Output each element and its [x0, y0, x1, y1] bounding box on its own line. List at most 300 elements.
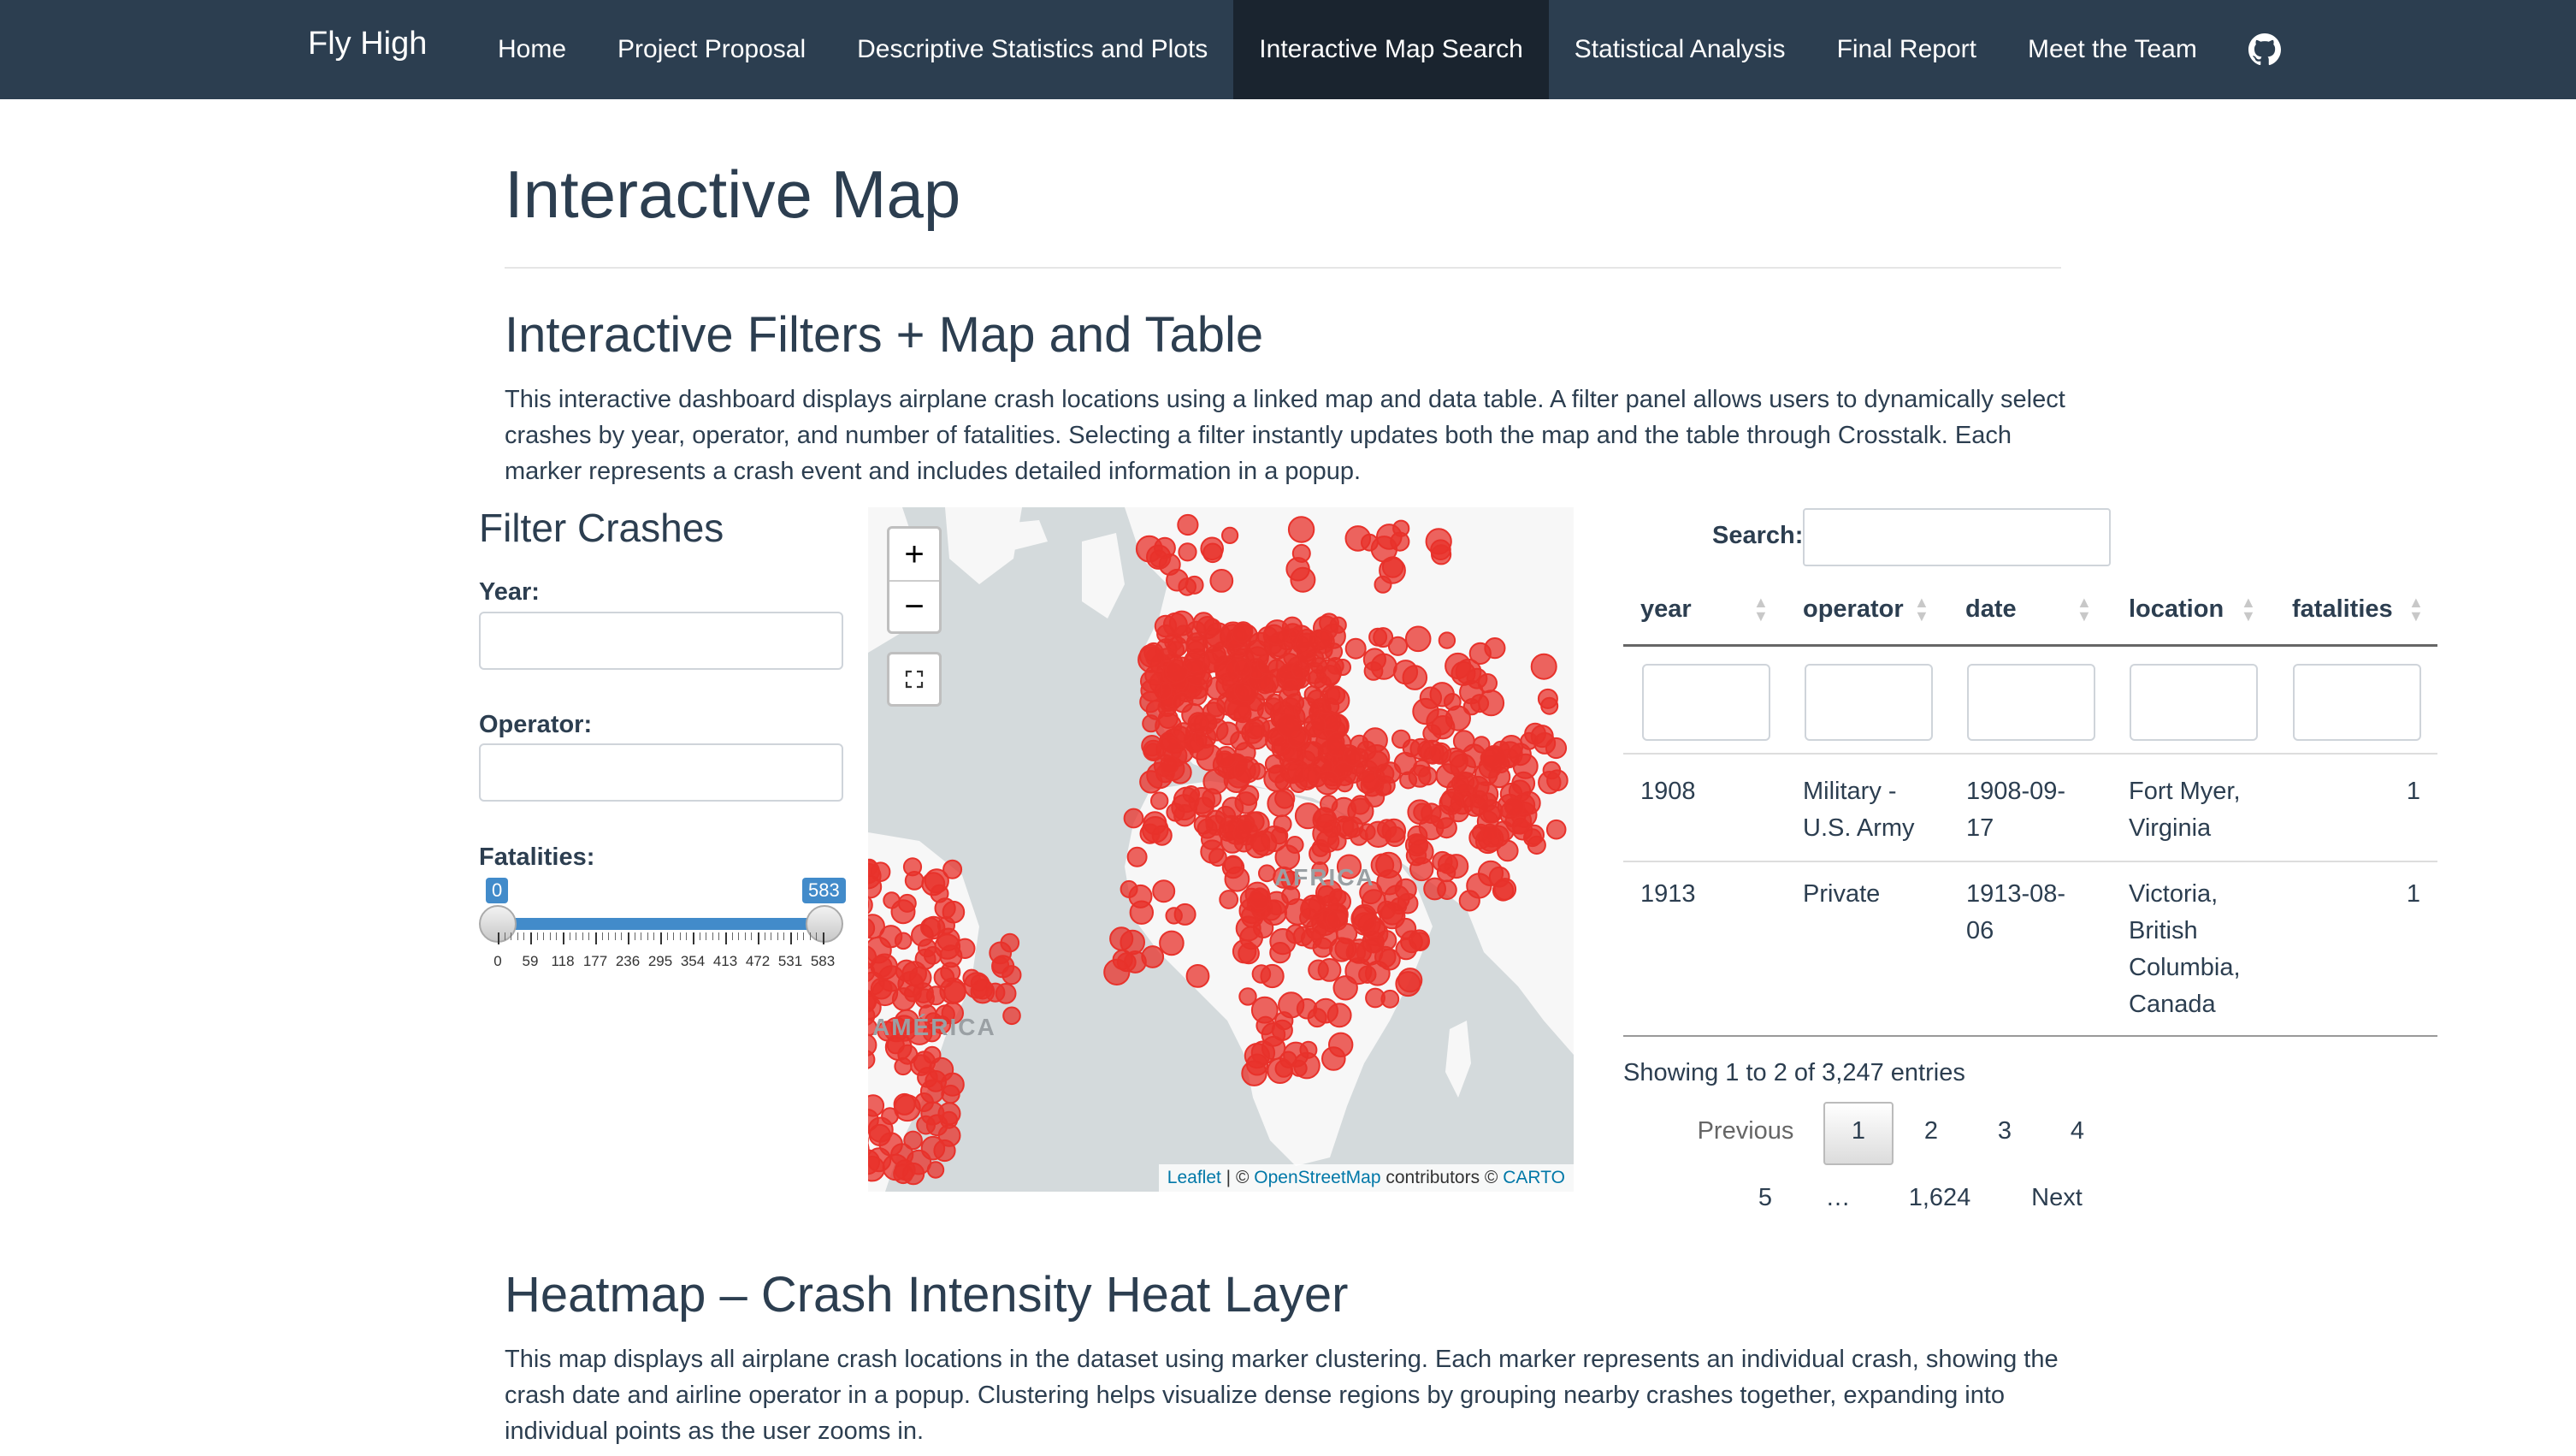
sort-icon[interactable]: ▲ ▼ [2077, 594, 2092, 624]
crash-marker[interactable] [1490, 867, 1510, 887]
crash-marker[interactable] [1178, 515, 1197, 535]
crash-marker[interactable] [1329, 1033, 1352, 1056]
cell-location-line: British [2129, 917, 2198, 944]
zoom-in-button[interactable]: + [904, 535, 925, 573]
crash-marker[interactable] [1432, 545, 1450, 564]
cell-location-line: Virginia [2129, 814, 2212, 842]
openstreetmap-link[interactable]: OpenStreetMap [1254, 1168, 1381, 1187]
crash-marker[interactable] [1252, 1041, 1274, 1063]
crash-marker[interactable] [1363, 728, 1387, 752]
crash-marker[interactable] [1153, 880, 1174, 902]
crash-marker[interactable] [1334, 817, 1354, 837]
crash-marker[interactable] [1236, 792, 1257, 814]
crash-marker[interactable] [1455, 772, 1474, 791]
map-attribution [1159, 1164, 1574, 1192]
slider-max-badge: 583 [802, 878, 846, 903]
crash-marker[interactable] [1410, 858, 1433, 880]
attribution-contributors: contributors © [1380, 1168, 1504, 1187]
cell-operator: Private [1803, 880, 1881, 908]
slider-min-badge: 0 [486, 878, 508, 903]
slider-tick [530, 932, 532, 944]
column-header-year[interactable]: year [1640, 595, 1692, 623]
carto-link[interactable]: CARTO [1503, 1168, 1565, 1187]
slider-tick-label: 583 [810, 953, 836, 969]
crash-marker[interactable] [1253, 965, 1271, 983]
crash-marker[interactable] [1430, 743, 1450, 764]
crash-marker[interactable] [1141, 680, 1162, 701]
crash-marker[interactable] [1267, 790, 1293, 816]
crash-marker[interactable] [1161, 756, 1179, 774]
slider-tick [810, 932, 811, 940]
slider-tick [628, 932, 629, 944]
year-filter-label: Year: [479, 578, 540, 606]
crash-marker[interactable] [1210, 570, 1232, 592]
crash-marker[interactable] [1259, 865, 1275, 881]
crash-marker[interactable] [1335, 660, 1350, 675]
crash-marker[interactable] [1372, 536, 1397, 561]
crash-marker[interactable] [1346, 526, 1371, 551]
section-description-heatmap: This map displays all airplane crash locations in the dataset using marker clustering. Each marker represents an individual crash, showing the crash date and airline operator in a popup. Clustering helps visualize dense regions by grouping nearby crashes together, expanding into individual points as the user zooms in. [505, 1346, 2059, 1445]
slider-tick [517, 932, 518, 940]
section-title-heatmap: Heatmap – Crash Intensity Heat Layer [505, 1267, 1349, 1323]
crash-marker[interactable] [1141, 825, 1160, 843]
map-label-africa: AFRICA [1274, 864, 1375, 891]
crash-marker[interactable] [1237, 916, 1261, 940]
cell-date [1966, 773, 2065, 847]
slider-tick [738, 932, 739, 940]
date-column-filter[interactable] [1967, 664, 2095, 741]
pagination-page[interactable]: 1 [1851, 1117, 1866, 1145]
crash-marker[interactable] [1239, 988, 1256, 1004]
crash-marker[interactable] [941, 1112, 957, 1128]
slider-tick [790, 932, 792, 944]
crash-marker[interactable] [1505, 798, 1524, 817]
crash-marker[interactable] [1366, 989, 1385, 1008]
crash-marker[interactable] [1354, 913, 1375, 934]
cell-date-line: 1908-09- [1966, 778, 2066, 805]
section-description-filters: This interactive dashboard displays airplane crash locations using a linked map and data table. A filter panel allows users to dynamically select crashes by year, operator, and number of fatalities. Selecting a filter instantly updates both the map and the table through Crosstalk. Each marker represents a crash event and includes detailed information in a popup. [505, 386, 2065, 485]
crash-marker[interactable] [1257, 654, 1277, 674]
cell-year: 1908 [1640, 778, 1696, 805]
fullscreen-button[interactable] [887, 652, 942, 707]
slider-tick [653, 932, 654, 940]
crash-marker[interactable] [1140, 771, 1161, 792]
slider-tick [693, 932, 694, 944]
slider-tick [732, 932, 733, 940]
crash-marker[interactable] [1316, 771, 1339, 794]
crash-marker[interactable] [1125, 951, 1146, 973]
brand-link[interactable]: Fly High [308, 26, 428, 62]
slider-tick [595, 932, 597, 944]
crash-marker[interactable] [1297, 999, 1317, 1019]
crash-marker[interactable] [1375, 577, 1391, 593]
crash-marker[interactable] [1231, 731, 1249, 749]
crash-marker[interactable] [1547, 820, 1566, 839]
crash-marker[interactable] [906, 872, 924, 890]
crash-marker[interactable] [871, 979, 892, 999]
crash-marker[interactable] [1295, 698, 1320, 723]
crash-marker[interactable] [1289, 517, 1314, 542]
crash-marker[interactable] [1256, 1017, 1274, 1035]
crash-marker[interactable] [1234, 820, 1258, 844]
slider-tick [680, 932, 681, 940]
zoom-out-button[interactable]: − [889, 580, 939, 631]
crash-marker[interactable] [1391, 898, 1406, 914]
crash-marker[interactable] [1216, 747, 1236, 766]
crash-marker[interactable] [1525, 826, 1544, 844]
crash-marker[interactable] [1498, 841, 1518, 861]
crash-marker[interactable] [1512, 772, 1534, 795]
slider-tick [563, 932, 564, 944]
column-header-location[interactable]: location [2129, 595, 2224, 623]
nav-menu [472, 0, 2307, 99]
crash-marker[interactable] [1393, 521, 1409, 536]
nav-item-statistical-analysis[interactable]: Statistical Analysis [1574, 35, 1786, 63]
crash-marker[interactable] [871, 956, 891, 977]
crash-marker[interactable] [1233, 625, 1250, 642]
crash-marker[interactable] [1378, 820, 1397, 838]
row-divider [1623, 861, 2437, 862]
crash-marker[interactable] [1151, 792, 1167, 808]
slider-tick [745, 932, 746, 940]
crash-marker[interactable] [1160, 932, 1184, 956]
crash-marker[interactable] [1482, 825, 1498, 841]
slider-tick [602, 932, 603, 940]
crash-marker[interactable] [1187, 636, 1208, 657]
crash-marker[interactable] [883, 892, 899, 908]
crash-marker[interactable] [1222, 528, 1238, 543]
crash-marker[interactable] [1179, 543, 1196, 560]
crash-marker[interactable] [931, 885, 948, 903]
section-title-filters: Interactive Filters + Map and Table [505, 307, 1264, 363]
nav-item-project-proposal[interactable]: Project Proposal [617, 35, 806, 63]
crash-marker[interactable] [1282, 679, 1299, 696]
crash-marker[interactable] [1167, 908, 1182, 923]
crash-marker[interactable] [1003, 1008, 1020, 1025]
crash-marker[interactable] [1369, 629, 1386, 646]
map-label-south-america: AMÉRICA [872, 1014, 996, 1040]
crash-marker[interactable] [1299, 652, 1315, 668]
crash-marker[interactable] [1207, 815, 1226, 834]
year-column-filter[interactable] [1642, 664, 1770, 741]
crash-marker[interactable] [1286, 925, 1304, 943]
slider-tick-label: 118 [551, 953, 575, 969]
slider-tick-label: 177 [582, 953, 608, 969]
pagination-next[interactable]: Next [2031, 1184, 2083, 1211]
fatalities-filter-label: Fatalities: [479, 843, 595, 871]
crash-marker[interactable] [1313, 840, 1329, 856]
slider-tick [803, 932, 804, 940]
cell-location [2129, 876, 2241, 1023]
slider-tick [608, 932, 609, 940]
crash-marker[interactable] [1410, 739, 1431, 760]
pagination-last-page[interactable]: 1,624 [1908, 1184, 1971, 1211]
nav-item-meet-the-team[interactable]: Meet the Team [2027, 35, 2197, 63]
table-info: Showing 1 to 2 of 3,247 entries [1623, 1059, 1965, 1086]
table-bottom-border [1623, 1035, 2437, 1037]
crash-marker[interactable] [1482, 747, 1507, 772]
slider-tick [758, 932, 759, 944]
crash-marker[interactable] [1359, 967, 1375, 983]
slider-tick [667, 932, 668, 940]
crash-marker[interactable] [1394, 660, 1417, 684]
crash-marker[interactable] [1165, 633, 1182, 650]
cell-date-line: 1913-08- [1966, 880, 2066, 908]
crash-marker[interactable] [916, 989, 934, 1007]
crash-marker[interactable] [1146, 648, 1164, 666]
sort-icon[interactable]: ▲ ▼ [2408, 594, 2424, 624]
crash-marker[interactable] [1438, 880, 1456, 899]
slider-tick [751, 932, 752, 940]
crash-marker[interactable] [1377, 870, 1401, 894]
slider-tick-label: 295 [647, 953, 673, 969]
cell-location-line: Fort Myer, [2129, 778, 2241, 805]
crash-marker[interactable] [1389, 637, 1407, 655]
crash-marker[interactable] [1187, 965, 1209, 987]
sort-icon[interactable]: ▲ ▼ [2241, 594, 2256, 624]
slider-tick [615, 932, 616, 940]
crash-marker[interactable] [911, 1055, 931, 1075]
slider-tick-label: 531 [777, 953, 803, 969]
pagination-page[interactable]: 3 [1997, 1117, 2012, 1145]
crash-marker[interactable] [1121, 881, 1137, 897]
crash-marker[interactable] [1294, 1053, 1320, 1079]
column-header-fatalities[interactable]: fatalities [2292, 595, 2393, 623]
slider-tick [823, 932, 824, 944]
crash-marker[interactable] [1267, 1058, 1292, 1083]
pagination-page[interactable]: 2 [1923, 1117, 1939, 1145]
slider-tick [816, 932, 817, 940]
crash-marker[interactable] [869, 1118, 893, 1142]
slider-tick [621, 932, 622, 940]
title-divider [505, 267, 2061, 269]
slider-tick [783, 932, 784, 940]
crash-marker[interactable] [891, 1144, 913, 1165]
slider-tick [718, 932, 719, 940]
crash-marker[interactable] [1207, 645, 1226, 664]
slider-tick [543, 932, 544, 940]
crash-marker[interactable] [1238, 944, 1259, 964]
slider-tick [523, 932, 524, 940]
crash-marker[interactable] [1125, 809, 1143, 828]
crash-marker[interactable] [899, 895, 916, 912]
cell-operator-line: U.S. Army [1803, 814, 1915, 842]
location-column-filter[interactable] [2130, 664, 2258, 741]
slider-tick [556, 932, 557, 940]
map-basemap [868, 507, 1574, 1192]
crash-marker[interactable] [1128, 848, 1147, 867]
crash-marker[interactable] [1201, 538, 1223, 560]
cell-operator-line: Military - [1803, 778, 1897, 805]
cell-date [1966, 876, 2065, 950]
crash-marker[interactable] [1234, 660, 1250, 677]
crash-marker[interactable] [1291, 568, 1315, 592]
crash-marker[interactable] [1454, 731, 1474, 751]
crash-marker[interactable] [1432, 716, 1454, 738]
slider-tick-label: 236 [615, 953, 641, 969]
crash-marker[interactable] [1392, 731, 1409, 748]
crash-marker[interactable] [1275, 1012, 1292, 1029]
sort-icon[interactable]: ▲ ▼ [1914, 594, 1929, 624]
slider-tick [686, 932, 687, 940]
crash-marker[interactable] [1532, 654, 1557, 679]
pagination-previous[interactable]: Previous [1697, 1117, 1794, 1145]
crash-marker[interactable] [1234, 757, 1260, 783]
cell-year: 1913 [1640, 880, 1696, 908]
crash-marker[interactable] [1309, 961, 1328, 980]
search-label: Search: [1712, 522, 1804, 549]
crash-marker[interactable] [1440, 792, 1462, 814]
slider-max-handle[interactable] [806, 905, 843, 943]
slider-tick-label: 59 [522, 953, 539, 969]
slider-tick [777, 932, 778, 940]
crash-marker[interactable] [1270, 943, 1290, 962]
crash-marker[interactable] [1001, 934, 1019, 952]
pagination-page[interactable]: 5 [1758, 1184, 1773, 1211]
crash-marker[interactable] [996, 984, 1016, 1003]
column-header-operator[interactable]: operator [1803, 595, 1904, 623]
crash-marker[interactable] [1346, 639, 1366, 659]
crash-marker[interactable] [915, 1093, 933, 1111]
github-icon[interactable] [2223, 0, 2307, 99]
fullscreen-icon [904, 669, 925, 690]
fatalities-slider-track[interactable] [496, 918, 824, 930]
crash-marker[interactable] [1344, 748, 1361, 765]
column-header-date[interactable]: date [1965, 595, 2017, 623]
crash-marker[interactable] [1145, 743, 1161, 759]
slider-tick-label: 0 [493, 953, 502, 969]
crash-marker[interactable] [1411, 932, 1429, 950]
crash-marker[interactable] [944, 981, 966, 1003]
sort-icon[interactable]: ▲ ▼ [1753, 594, 1769, 624]
slider-tick [498, 932, 499, 944]
operator-filter-label: Operator: [479, 711, 593, 738]
cell-fatalities: 1 [2406, 880, 2420, 908]
year-filter-input[interactable] [479, 612, 843, 670]
crash-marker[interactable] [1541, 698, 1557, 714]
crash-marker[interactable] [868, 860, 877, 875]
table-search-input[interactable] [1803, 508, 2111, 566]
crash-marker[interactable] [895, 1094, 915, 1115]
table-header [1623, 582, 2437, 647]
crash-marker[interactable] [1220, 891, 1238, 909]
crash-marker[interactable] [1274, 815, 1291, 832]
slider-tick-label: 472 [745, 953, 771, 969]
crash-marker[interactable] [1329, 891, 1350, 912]
slider-tick [673, 932, 674, 940]
crash-marker[interactable] [1521, 733, 1537, 749]
crash-marker[interactable] [1208, 699, 1226, 717]
crash-marker[interactable] [1406, 627, 1431, 652]
crash-marker[interactable] [1223, 857, 1244, 878]
crash-marker[interactable] [1414, 761, 1430, 777]
cell-fatalities: 1 [2406, 778, 2420, 805]
pagination-page[interactable]: 4 [2070, 1117, 2085, 1145]
crash-marker[interactable] [880, 926, 901, 947]
crash-marker[interactable] [1445, 654, 1470, 678]
crash-marker[interactable] [893, 988, 915, 1010]
nav-item-home[interactable]: Home [498, 35, 567, 63]
cell-location-line: Victoria, [2129, 880, 2219, 908]
crash-marker[interactable] [1265, 698, 1282, 715]
crash-marker[interactable] [1445, 855, 1468, 878]
cell-location [2129, 773, 2241, 847]
top-navbar [0, 0, 2576, 99]
crash-marker[interactable] [1468, 669, 1487, 689]
page-title: Interactive Map [505, 157, 961, 232]
crash-marker[interactable] [1460, 891, 1480, 910]
crash-marker[interactable] [1375, 765, 1394, 784]
slider-tick [647, 932, 648, 940]
crash-marker[interactable] [1173, 692, 1192, 712]
zoom-control [887, 526, 942, 634]
filter-panel-title: Filter Crashes [479, 506, 724, 550]
slider-tick [797, 932, 798, 940]
fatalities-column-filter[interactable] [2293, 664, 2421, 741]
crash-marker[interactable] [1485, 638, 1504, 658]
crash-marker[interactable] [1137, 536, 1162, 562]
crash-marker[interactable] [1265, 620, 1290, 645]
crash-marker[interactable] [1471, 695, 1488, 712]
slider-tick [712, 932, 713, 940]
cell-date-line: 17 [1966, 814, 1994, 842]
crash-marker[interactable] [1421, 688, 1441, 708]
nav-item-final-report[interactable]: Final Report [1836, 35, 1976, 63]
operator-column-filter[interactable] [1805, 664, 1933, 741]
nav-item-interactive-map-search[interactable]: Interactive Map Search [1233, 0, 1548, 99]
cell-location-line: Canada [2129, 991, 2216, 1018]
slider-tick-label: 413 [712, 953, 738, 969]
cell-location-line: Columbia, [2129, 954, 2241, 981]
crash-marker[interactable] [1398, 968, 1421, 991]
slider-tick [660, 932, 662, 944]
crash-marker[interactable] [1207, 678, 1229, 700]
slider-tick [725, 932, 727, 944]
crash-marker[interactable] [1269, 766, 1286, 783]
crash-marker[interactable] [1315, 676, 1331, 692]
crash-map[interactable] [868, 507, 1574, 1192]
crash-marker[interactable] [1186, 577, 1203, 594]
nav-item-descriptive-statistics[interactable]: Descriptive Statistics and Plots [857, 35, 1208, 63]
crash-marker[interactable] [963, 970, 979, 986]
crash-marker[interactable] [938, 917, 954, 933]
crash-marker[interactable] [1174, 805, 1195, 826]
slider-tick-label: 354 [680, 953, 706, 969]
crash-marker[interactable] [1191, 715, 1208, 732]
crash-marker[interactable] [992, 957, 1008, 974]
crash-marker[interactable] [1414, 803, 1431, 820]
attribution-separator: | © [1220, 1168, 1255, 1187]
operator-filter-input[interactable] [479, 743, 843, 802]
slider-tick [588, 932, 589, 940]
crash-marker[interactable] [1293, 545, 1310, 562]
crash-marker[interactable] [1324, 688, 1350, 713]
crash-marker[interactable] [1372, 654, 1397, 679]
crash-marker[interactable] [1539, 772, 1560, 793]
slider-tick [537, 932, 538, 940]
crash-marker[interactable] [955, 939, 974, 958]
crash-marker[interactable] [1480, 800, 1503, 823]
cell-operator [1803, 773, 1915, 847]
leaflet-link[interactable]: Leaflet [1167, 1168, 1221, 1187]
pagination-ellipsis: … [1825, 1184, 1851, 1211]
crash-marker[interactable] [942, 1086, 959, 1103]
crash-marker[interactable] [1375, 947, 1396, 968]
crash-marker[interactable] [1250, 889, 1270, 909]
crash-marker[interactable] [1309, 896, 1326, 912]
crash-marker[interactable] [1439, 632, 1455, 648]
crash-marker[interactable] [921, 918, 940, 937]
